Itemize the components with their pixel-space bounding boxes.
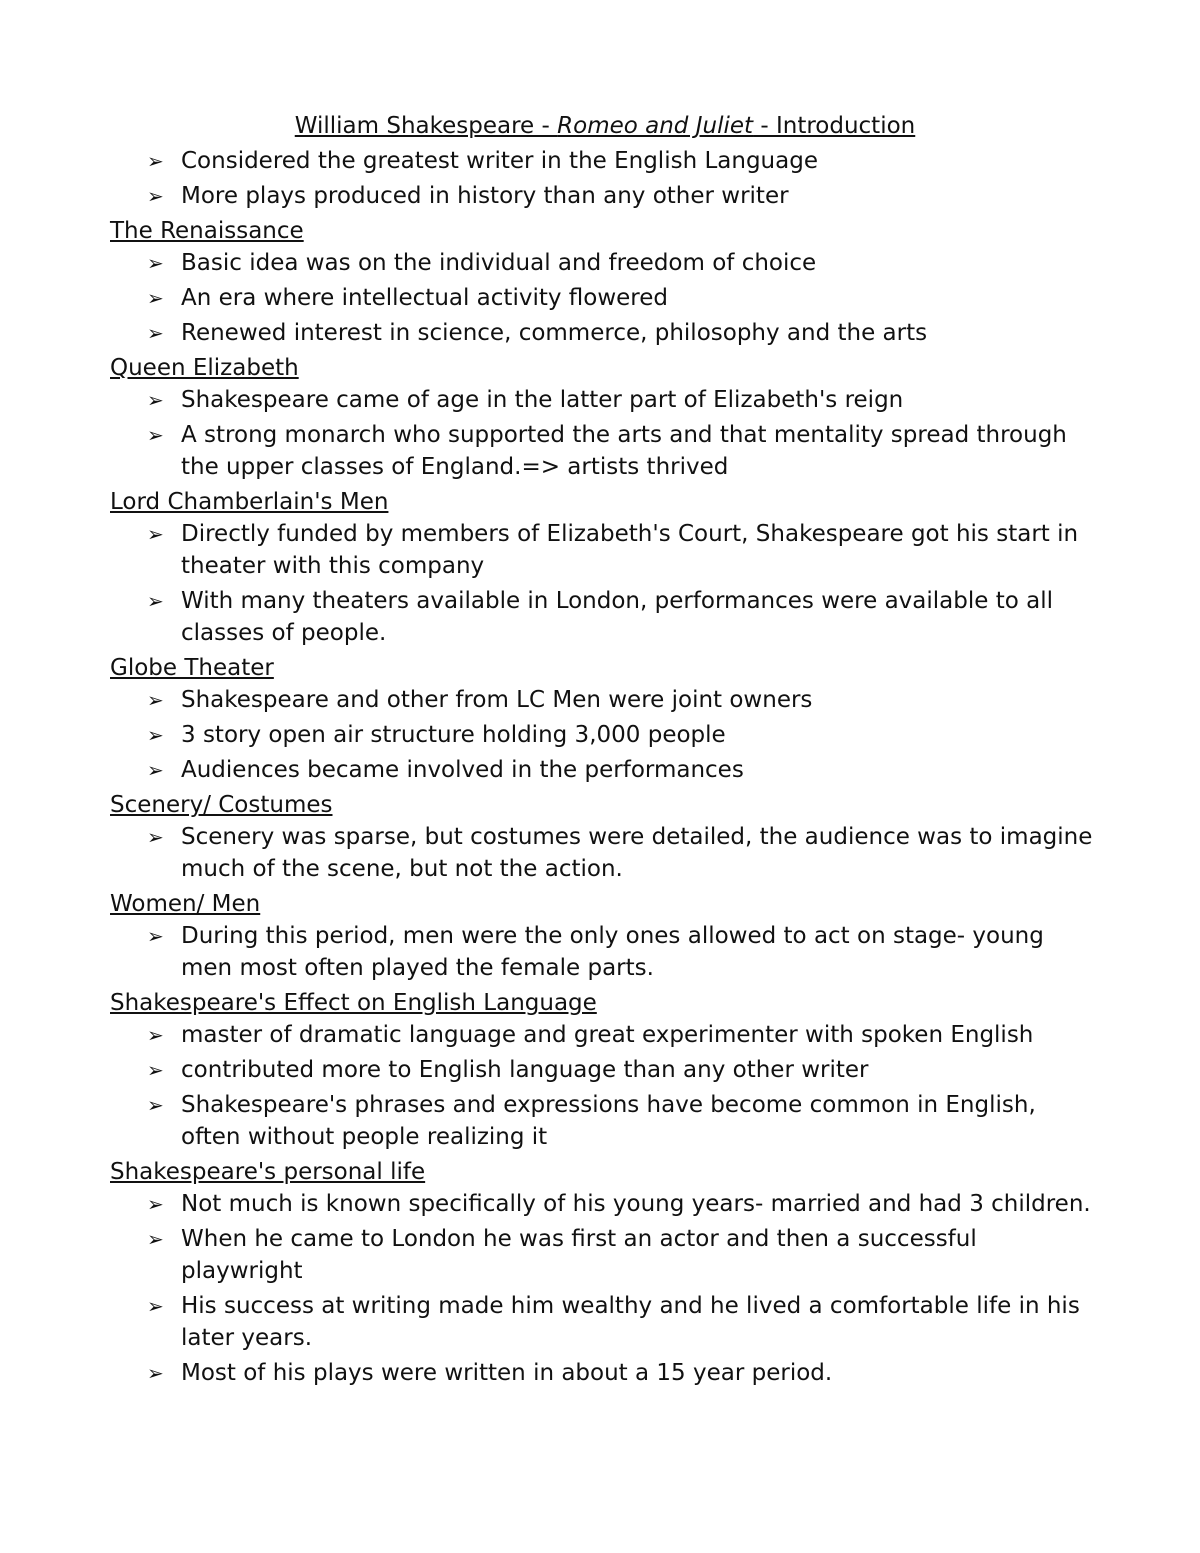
section (110, 652, 1100, 786)
arrow-bullet-icon: ➢ (147, 388, 164, 412)
document-page (110, 110, 1100, 1392)
arrow-bullet-icon: ➢ (147, 1361, 164, 1385)
section-heading: Shakespeare's Effect on English Language (110, 990, 597, 1016)
arrow-bullet-icon: ➢ (147, 321, 164, 345)
bullet-item (110, 1223, 1100, 1287)
intro-bullet-list (110, 145, 1100, 212)
section (110, 486, 1100, 649)
bullet-text: Shakespeare and other from LC Men were joint owners (181, 687, 813, 713)
bullet-item (110, 1188, 1100, 1220)
bullet-item (110, 1290, 1100, 1354)
arrow-bullet-icon: ➢ (147, 522, 164, 546)
bullet-item (110, 920, 1100, 984)
bullet-text: Most of his plays were written in about a 15 year period. (181, 1360, 833, 1386)
sections-container (110, 215, 1100, 1389)
section-bullet-list (110, 821, 1100, 885)
section (110, 1156, 1100, 1389)
arrow-bullet-icon: ➢ (147, 149, 164, 173)
section-bullet-list (110, 384, 1100, 483)
bullet-text: Scenery was sparse, but costumes were detailed, the audience was to imagine much of the scene, but not the action. (181, 824, 1093, 882)
bullet-text: contributed more to English language than any other writer (181, 1057, 869, 1083)
bullet-item (110, 754, 1100, 786)
arrow-bullet-icon: ➢ (147, 723, 164, 747)
arrow-bullet-icon: ➢ (147, 1192, 164, 1216)
bullet-text: master of dramatic language and great experimenter with spoken English (181, 1022, 1034, 1048)
arrow-bullet-icon: ➢ (147, 1023, 164, 1047)
bullet-text: Basic idea was on the individual and freedom of choice (181, 250, 817, 276)
section-heading: Shakespeare's personal life (110, 1159, 426, 1185)
bullet-text: Audiences became involved in the performances (181, 757, 744, 783)
section-bullet-list (110, 920, 1100, 984)
bullet-text: During this period, men were the only ones allowed to act on stage- young men most often played the female parts. (181, 923, 1044, 981)
section-bullet-list (110, 518, 1100, 649)
arrow-bullet-icon: ➢ (147, 758, 164, 782)
arrow-bullet-icon: ➢ (147, 1227, 164, 1251)
section-heading: Globe Theater (110, 655, 274, 681)
arrow-bullet-icon: ➢ (147, 1294, 164, 1318)
bullet-text: Shakespeare came of age in the latter part of Elizabeth's reign (181, 387, 904, 413)
bullet-text: Shakespeare's phrases and expressions have become common in English, often without people realizing it (181, 1092, 1036, 1150)
section-heading: Scenery/ Costumes (110, 792, 333, 818)
section-bullet-list (110, 684, 1100, 786)
bullet-item (110, 1089, 1100, 1153)
section-heading: Lord Chamberlain's Men (110, 489, 389, 515)
bullet-text: His success at writing made him wealthy and he lived a comfortable life in his later years. (181, 1293, 1080, 1351)
section (110, 352, 1100, 483)
arrow-bullet-icon: ➢ (147, 251, 164, 275)
arrow-bullet-icon: ➢ (147, 1093, 164, 1117)
bullet-item (110, 518, 1100, 582)
bullet-item (110, 585, 1100, 649)
bullet-item (110, 384, 1100, 416)
section (110, 888, 1100, 984)
bullet-text: An era where intellectual activity flowered (181, 285, 668, 311)
bullet-text: Not much is known specifically of his young years- married and had 3 children. (181, 1191, 1091, 1217)
bullet-item (110, 247, 1100, 279)
bullet-text: Considered the greatest writer in the English Language (181, 148, 818, 174)
section (110, 215, 1100, 349)
arrow-bullet-icon: ➢ (147, 688, 164, 712)
bullet-item (110, 180, 1100, 212)
bullet-text: Directly funded by members of Elizabeth's Court, Shakespeare got his start in theater with this company (181, 521, 1079, 579)
bullet-text: 3 story open air structure holding 3,000 people (181, 722, 726, 748)
bullet-text: More plays produced in history than any other writer (181, 183, 789, 209)
section-heading: Women/ Men (110, 891, 261, 917)
arrow-bullet-icon: ➢ (147, 1058, 164, 1082)
section-bullet-list (110, 247, 1100, 349)
arrow-bullet-icon: ➢ (147, 825, 164, 849)
arrow-bullet-icon: ➢ (147, 423, 164, 447)
section (110, 789, 1100, 885)
bullet-text: A strong monarch who supported the arts and that mentality spread through the upper classes of England.=> artists thrived (181, 422, 1067, 480)
section-heading: The Renaissance (110, 218, 304, 244)
section-bullet-list (110, 1019, 1100, 1153)
arrow-bullet-icon: ➢ (147, 924, 164, 948)
bullet-text: When he came to London he was first an actor and then a successful playwright (181, 1226, 977, 1284)
bullet-item (110, 282, 1100, 314)
section (110, 987, 1100, 1153)
bullet-item (110, 419, 1100, 483)
document-title (110, 110, 1100, 142)
bullet-text: Renewed interest in science, commerce, philosophy and the arts (181, 320, 928, 346)
bullet-item (110, 145, 1100, 177)
bullet-item (110, 1019, 1100, 1051)
arrow-bullet-icon: ➢ (147, 589, 164, 613)
bullet-text: With many theaters available in London, performances were available to all classes of people. (181, 588, 1053, 646)
bullet-item (110, 1054, 1100, 1086)
section-heading: Queen Elizabeth (110, 355, 299, 381)
title-suffix: - Introduction (753, 113, 916, 139)
bullet-item (110, 317, 1100, 349)
arrow-bullet-icon: ➢ (147, 286, 164, 310)
section-bullet-list (110, 1188, 1100, 1389)
arrow-bullet-icon: ➢ (147, 184, 164, 208)
bullet-item (110, 684, 1100, 716)
title-play-name: Romeo and Juliet (557, 113, 754, 139)
bullet-item (110, 719, 1100, 751)
title-prefix: William Shakespeare - (294, 113, 558, 139)
bullet-item (110, 1357, 1100, 1389)
bullet-item (110, 821, 1100, 885)
